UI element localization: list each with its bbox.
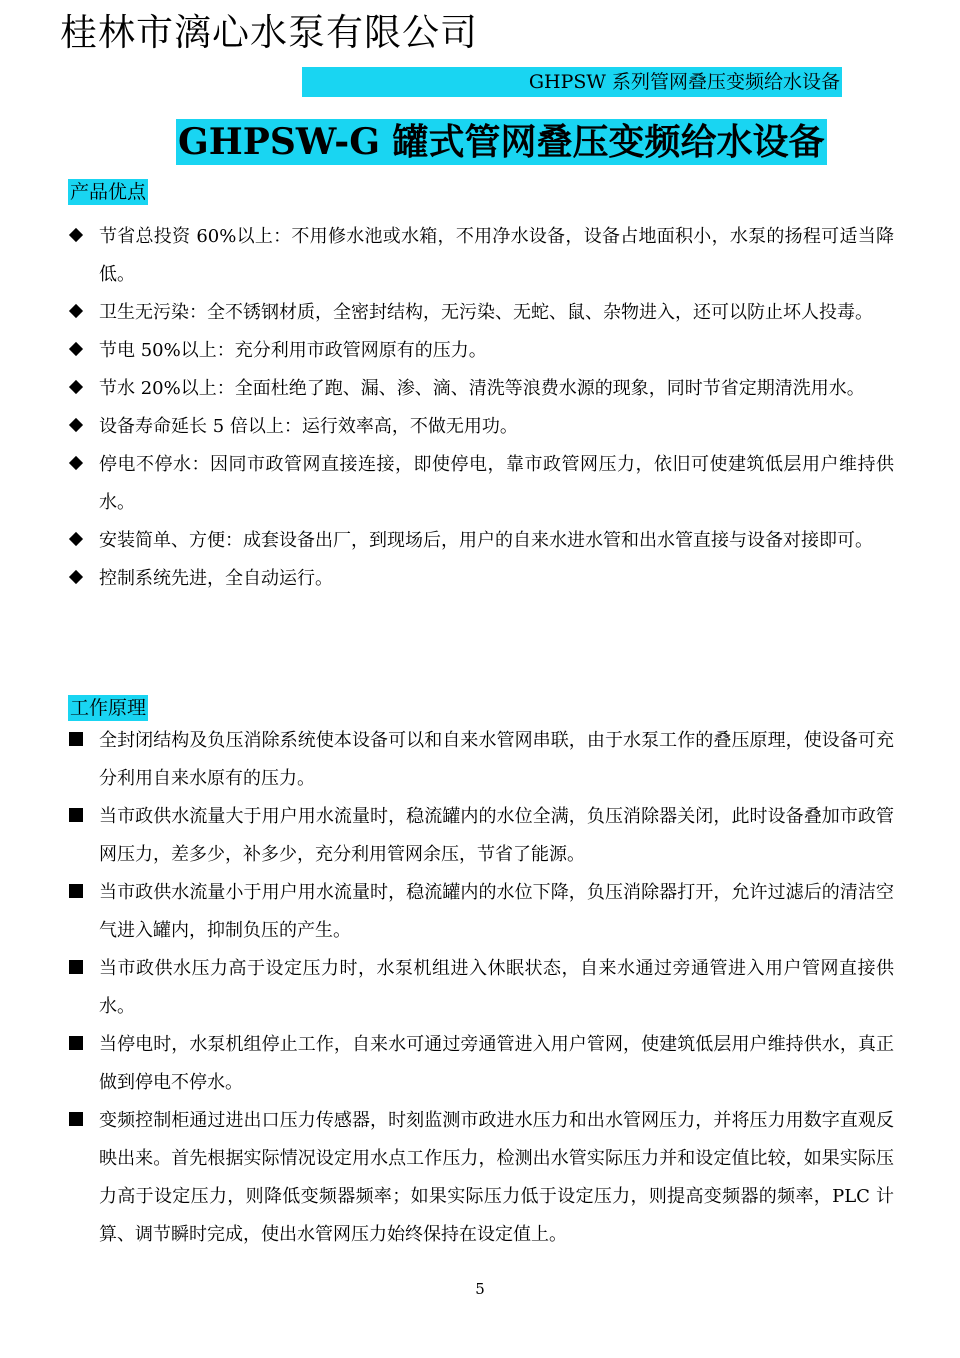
list-item [68, 1102, 894, 1254]
diamond-bullet-icon [68, 408, 92, 446]
item-text: 节省总投资 60%以上：不用修水池或水箱，不用净水设备，设备占地面积小，水泵的扬程可适当降低。 [99, 226, 894, 285]
item-text: 当市政供水压力高于设定压力时，水泵机组进入休眠状态，自来水通过旁通管进入用户管网直接供水。 [99, 958, 894, 1017]
list-item [68, 446, 894, 522]
diamond-bullet-icon [68, 560, 92, 598]
item-text: 安装简单、方便：成套设备出厂，到现场后，用户的自来水进水管和出水管直接与设备对接即可。 [99, 530, 873, 551]
diamond-bullet-icon [68, 446, 92, 484]
item-text: 控制系统先进，全自动运行。 [99, 568, 333, 589]
item-text: 节水 20%以上：全面杜绝了跑、漏、渗、滴、清洗等浪费水源的现象，同时节省定期清洗用水。 [99, 378, 865, 399]
item-text: 全封闭结构及负压消除系统使本设备可以和自来水管网串联，由于水泵工作的叠压原理，使设备可充分利用自来水原有的压力。 [99, 730, 894, 789]
section-heading-advantages: 产品优点 [70, 181, 147, 203]
page-title: GHPSW-G 罐式管网叠压变频给水设备 [178, 121, 825, 163]
list-item [68, 798, 894, 874]
list-item [68, 522, 894, 560]
item-text: 节电 50%以上：充分利用市政管网原有的压力。 [99, 340, 487, 361]
diamond-bullet-icon [68, 294, 92, 332]
item-text: 停电不停水：因同市政管网直接连接，即使停电，靠市政管网压力，依旧可使建筑低层用户维持供水。 [99, 454, 894, 513]
section-heading-principle: 工作原理 [70, 697, 147, 719]
advantages-list [68, 218, 894, 598]
square-bullet-icon [68, 950, 92, 988]
item-text: 设备寿命延长 5 倍以上：运行效率高，不做无用功。 [99, 416, 518, 437]
square-bullet-icon [68, 874, 92, 912]
list-item [68, 294, 894, 332]
item-text: 卫生无污染：全不锈钢材质，全密封结构，无污染、无蛇、鼠、杂物进入，还可以防止坏人投毒。 [99, 302, 873, 323]
square-bullet-icon [68, 798, 92, 836]
list-item [68, 370, 894, 408]
square-bullet-icon [68, 722, 92, 760]
diamond-bullet-icon [68, 332, 92, 370]
square-bullet-icon [68, 1026, 92, 1064]
list-item [68, 332, 894, 370]
item-text: 当停电时，水泵机组停止工作，自来水可通过旁通管进入用户管网，使建筑低层用户维持供水，真正做到停电不停水。 [99, 1034, 894, 1093]
list-item [68, 1026, 894, 1102]
item-text: 变频控制柜通过进出口压力传感器，时刻监测市政进水压力和出水管网压力，并将压力用数字直观反映出来。首先根据实际情况设定用水点工作压力，检测出水管实际压力并和设定值比较，如果实际压力高于设定压力，则降低变频器频率；如果实际压力低于设定压力，则提高变频器的频率，PLC 计算、调节瞬时完成，使出水管网压力始终保持在设定值上。 [99, 1110, 894, 1245]
item-text: 当市政供水流量小于用户用水流量时，稳流罐内的水位下降，负压消除器打开，允许过滤后的清洁空气进入罐内，抑制负压的产生。 [99, 882, 894, 941]
diamond-bullet-icon [68, 218, 92, 256]
list-item [68, 560, 894, 598]
list-item [68, 874, 894, 950]
diamond-bullet-icon [68, 370, 92, 408]
diamond-bullet-icon [68, 522, 92, 560]
square-bullet-icon [68, 1102, 92, 1140]
list-item [68, 722, 894, 798]
list-item [68, 218, 894, 294]
series-banner: GHPSW 系列管网叠压变频给水设备 [302, 67, 842, 97]
page-number: 5 [475, 1280, 485, 1298]
company-name: 桂林市漓心水泵有限公司 [60, 11, 478, 54]
item-text: 当市政供水流量大于用户用水流量时，稳流罐内的水位全满，负压消除器关闭，此时设备叠加市政管网压力，差多少，补多少，充分利用管网余压，节省了能源。 [99, 806, 894, 865]
principle-list [68, 722, 894, 1254]
list-item [68, 950, 894, 1026]
list-item [68, 408, 894, 446]
